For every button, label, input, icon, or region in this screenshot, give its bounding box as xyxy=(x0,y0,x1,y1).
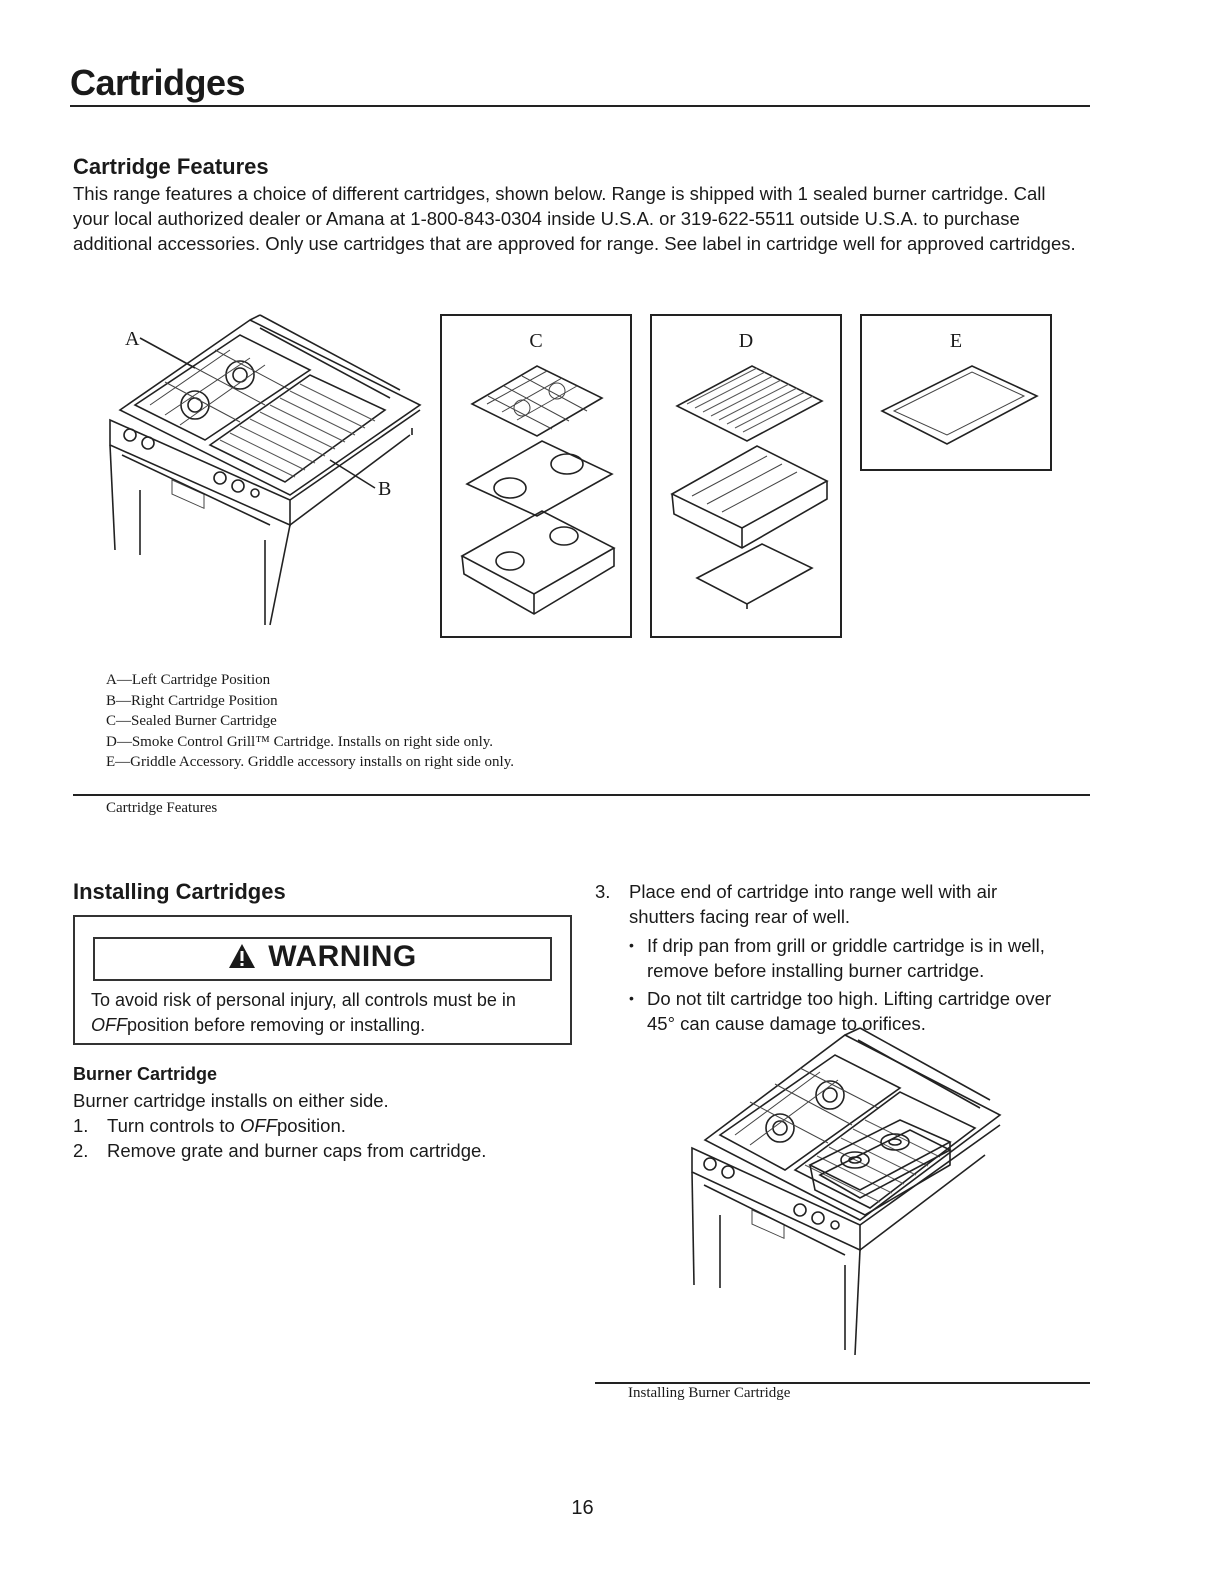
step-item: 1. Turn controls to OFFposition. xyxy=(73,1115,346,1136)
step-3 xyxy=(595,879,1065,1036)
legend-item: B—Right Cartridge Position xyxy=(106,692,278,709)
figure-d-grill xyxy=(650,314,842,638)
steps-list xyxy=(73,1113,563,1163)
install-illustration xyxy=(680,1020,1020,1365)
features-heading: Cartridge Features xyxy=(73,154,269,179)
features-caption: Cartridge Features xyxy=(106,800,218,816)
bullet-item: • Do not tilt cartridge too high. Lifting cartridge over 45° can cause damage to orifices. xyxy=(629,986,1065,1036)
burner-intro: Burner cartridge installs on either side. xyxy=(73,1090,389,1111)
figure-c-sealed-burner xyxy=(440,314,632,638)
legend-item: C—Sealed Burner Cartridge xyxy=(106,713,277,729)
install-caption: Installing Burner Cartridge xyxy=(628,1385,791,1401)
warning-text-off: OFF xyxy=(91,1015,127,1035)
warning-text xyxy=(91,988,561,1038)
step-3-number: 3. xyxy=(595,881,611,902)
label-a: A xyxy=(125,328,140,350)
features-caption-rule xyxy=(73,794,1090,796)
legend-item: A—Left Cartridge Position xyxy=(106,672,271,688)
features-paragraph: This range features a choice of different cartridges, shown below. Range is shipped with 1 sealed burner cartridge. Call your local authorized dealer or Amana at 1-800-843-0304 inside U.S.A. or 319-622-5511 outside U.S.A. to purchase additional accessories. Only use cartridges that are approved for range. See label in cartridge well for approved cartridges. xyxy=(73,183,1076,254)
label-c: C xyxy=(529,330,543,352)
title-rule xyxy=(70,105,1090,107)
label-b: B xyxy=(378,478,392,500)
step-3-text: Place end of cartridge into range well with air shutters facing rear of well. xyxy=(629,881,998,927)
bullet-item: • If drip pan from grill or griddle cartridge is in well, remove before installing burner cartridge. xyxy=(629,933,1065,983)
warning-box xyxy=(73,915,572,1045)
install-caption-rule xyxy=(595,1382,1090,1384)
warning-text-part: To avoid risk of personal injury, all controls must be in xyxy=(91,990,516,1010)
legend-item: E—Griddle Accessory. Griddle accessory installs on right side only. xyxy=(106,754,514,770)
page-number: 16 xyxy=(571,1497,594,1519)
figure-legend xyxy=(106,670,706,773)
legend-item: D—Smoke Control Grill™ Cartridge. Installs on right side only. xyxy=(106,733,494,750)
range-illustration xyxy=(100,310,430,640)
warning-title-box xyxy=(93,937,552,981)
warning-text-part: position before removing or installing. xyxy=(127,1015,426,1035)
burner-cartridge-heading: Burner Cartridge xyxy=(73,1064,218,1084)
warning-triangle-icon xyxy=(228,943,256,969)
warning-title: WARNING xyxy=(268,940,417,973)
label-d: D xyxy=(738,330,754,352)
installing-heading: Installing Cartridges xyxy=(73,879,286,904)
label-e: E xyxy=(949,330,963,352)
step-item: 2. Remove grate and burner caps from cartridge. xyxy=(73,1140,487,1161)
figure-e-griddle xyxy=(860,314,1052,471)
page-title: Cartridges xyxy=(70,62,246,103)
